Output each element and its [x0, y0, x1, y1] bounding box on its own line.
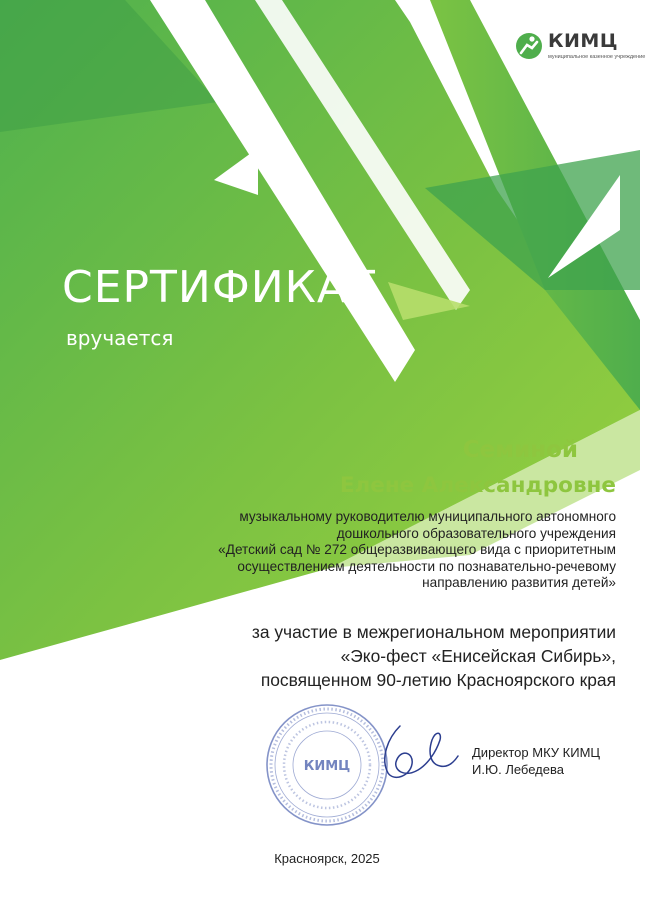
event-line: «Эко-фест «Енисейская Сибирь»,	[340, 646, 616, 666]
kimc-logo	[512, 30, 646, 70]
logo-subtitle: муниципальное казенное учреждение	[548, 54, 646, 60]
logo-brand: КИМЦ	[548, 30, 618, 52]
recipient-surname: Семиной	[462, 437, 578, 463]
certificate-title: СЕРТИФИКАТ	[62, 262, 376, 313]
certificate-subtitle: вручается	[66, 326, 174, 350]
handwritten-signature	[370, 718, 460, 788]
position-line: «Детский сад № 272 общеразвивающего вида с приоритетным	[218, 542, 616, 558]
position-line: осуществлением деятельности по познавательно-речевому	[237, 558, 616, 574]
signatory-name: И.Ю. Лебедева	[472, 762, 564, 777]
event-line: посвященном 90-летию Красноярского края	[260, 670, 616, 690]
recipient-name: Елене Александровне	[339, 473, 616, 498]
signatory-title: Директор МКУ КИМЦ	[472, 745, 601, 760]
city-year: Красноярск, 2025	[274, 851, 380, 866]
position-line: музыкальному руководителю муниципального автономного	[239, 509, 616, 524]
stamp-center-text: КИМЦ	[303, 759, 351, 774]
signatory-block	[472, 744, 600, 778]
event-line: за участие в межрегиональном мероприятии	[251, 622, 616, 642]
runner-logo-icon	[514, 31, 544, 61]
recipient-position	[146, 509, 616, 592]
event-description	[146, 620, 616, 692]
position-line: дошкольного образовательного учреждения	[336, 525, 616, 541]
position-line: направлению развития детей»	[422, 575, 616, 591]
